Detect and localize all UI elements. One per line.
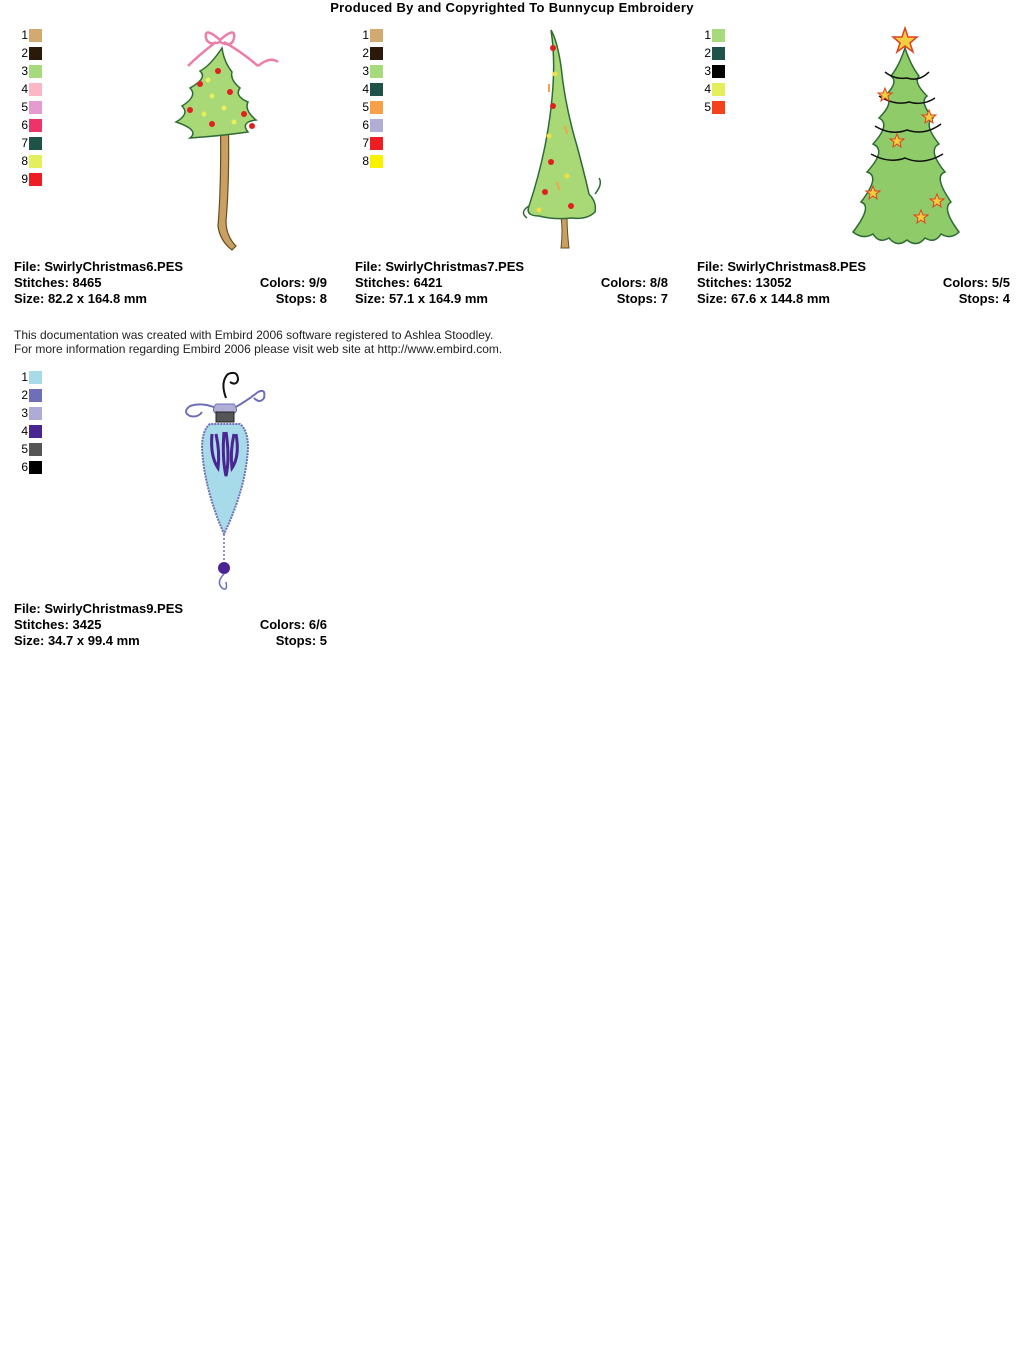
color-swatch-row — [14, 44, 42, 62]
color-swatch — [29, 101, 42, 114]
stitch-count: Stitches: 8465 — [14, 275, 102, 290]
swatch-number: 1 — [21, 370, 28, 384]
swatch-number: 5 — [21, 100, 28, 114]
color-swatch-list — [14, 368, 42, 476]
color-swatch-row — [14, 404, 42, 422]
color-swatch-row — [14, 422, 42, 440]
color-swatch-row — [14, 440, 42, 458]
color-swatch-row — [697, 44, 725, 62]
swatch-number: 3 — [362, 64, 369, 78]
color-swatch — [29, 65, 42, 78]
color-swatch — [712, 47, 725, 60]
swatch-number: 4 — [21, 424, 28, 438]
color-count: Colors: 6/6 — [259, 617, 327, 632]
color-swatch — [29, 83, 42, 96]
color-swatch-row — [14, 152, 42, 170]
swatch-number: 2 — [21, 46, 28, 60]
tree-embroidery-image — [849, 26, 965, 254]
color-swatch-row — [697, 62, 725, 80]
color-swatch-row — [697, 80, 725, 98]
design-card — [14, 368, 328, 658]
color-swatch-row — [14, 62, 42, 80]
color-swatch — [370, 47, 383, 60]
swatch-number: 7 — [21, 136, 28, 150]
swatch-number: 6 — [21, 118, 28, 132]
color-count: Colors: 5/5 — [942, 275, 1010, 290]
stop-count: Stops: 4 — [958, 291, 1010, 306]
design-info — [14, 259, 327, 307]
color-swatch-row — [697, 26, 725, 44]
color-swatch — [712, 29, 725, 42]
color-count: Colors: 8/8 — [600, 275, 668, 290]
color-swatch — [370, 101, 383, 114]
stitch-count: Stitches: 3425 — [14, 617, 102, 632]
file-name: File: SwirlyChristmas7.PES — [355, 259, 525, 274]
color-swatch-row — [355, 62, 383, 80]
color-swatch — [712, 83, 725, 96]
tree-embroidery-image — [160, 26, 300, 258]
color-swatch — [29, 119, 42, 132]
design-info — [355, 259, 668, 307]
color-swatch — [370, 137, 383, 150]
design-size: Size: 67.6 x 144.8 mm — [697, 291, 830, 306]
color-swatch-row — [14, 80, 42, 98]
design-info — [14, 601, 327, 649]
software-note — [14, 328, 502, 356]
swatch-number: 1 — [362, 28, 369, 42]
color-swatch-row — [355, 80, 383, 98]
color-swatch-row — [14, 458, 42, 476]
color-swatch — [29, 443, 42, 456]
color-swatch — [29, 47, 42, 60]
swatch-number: 2 — [362, 46, 369, 60]
color-swatch-row — [355, 116, 383, 134]
color-swatch-row — [355, 26, 383, 44]
swatch-number: 8 — [21, 154, 28, 168]
color-swatch-row — [355, 152, 383, 170]
stop-count: Stops: 7 — [616, 291, 668, 306]
color-swatch-row — [14, 386, 42, 404]
color-swatch-row — [14, 170, 42, 188]
swatch-number: 2 — [21, 388, 28, 402]
file-name: File: SwirlyChristmas6.PES — [14, 259, 184, 274]
color-swatch-row — [14, 368, 42, 386]
color-swatch — [29, 155, 42, 168]
color-swatch — [370, 29, 383, 42]
color-swatch — [370, 83, 383, 96]
color-swatch — [29, 137, 42, 150]
color-swatch-row — [14, 134, 42, 152]
stop-count: Stops: 5 — [275, 633, 327, 648]
note-line-1: This documentation was created with Embird 2006 software registered to Ashlea Stoodley. — [14, 328, 494, 342]
color-swatch-row — [14, 116, 42, 134]
swatch-number: 4 — [704, 82, 711, 96]
stitch-count: Stitches: 6421 — [355, 275, 443, 290]
color-swatch — [370, 155, 383, 168]
design-size: Size: 57.1 x 164.9 mm — [355, 291, 488, 306]
color-swatch — [29, 407, 42, 420]
color-count: Colors: 9/9 — [259, 275, 327, 290]
color-swatch — [29, 173, 42, 186]
design-info — [697, 259, 1010, 307]
swatch-number: 6 — [21, 460, 28, 474]
color-swatch-list — [355, 26, 383, 170]
swatch-number: 4 — [21, 82, 28, 96]
swatch-number: 5 — [362, 100, 369, 114]
swatch-number: 5 — [704, 100, 711, 114]
color-swatch-row — [14, 98, 42, 116]
tree-embroidery-image — [515, 26, 615, 258]
swatch-number: 4 — [362, 82, 369, 96]
color-swatch — [370, 65, 383, 78]
ornament-embroidery-image — [180, 368, 270, 596]
color-swatch — [29, 425, 42, 438]
design-card — [355, 26, 669, 316]
color-swatch — [370, 119, 383, 132]
design-size: Size: 82.2 x 164.8 mm — [14, 291, 147, 306]
swatch-number: 2 — [704, 46, 711, 60]
color-swatch — [29, 29, 42, 42]
color-swatch — [712, 65, 725, 78]
color-swatch-row — [697, 98, 725, 116]
color-swatch-row — [14, 26, 42, 44]
color-swatch — [29, 371, 42, 384]
color-swatch-list — [697, 26, 725, 116]
design-size: Size: 34.7 x 99.4 mm — [14, 633, 140, 648]
stitch-count: Stitches: 13052 — [697, 275, 792, 290]
color-swatch — [29, 389, 42, 402]
file-name: File: SwirlyChristmas9.PES — [14, 601, 184, 616]
swatch-number: 3 — [704, 64, 711, 78]
swatch-number: 1 — [21, 28, 28, 42]
page-header: Produced By and Copyrighted To Bunnycup Embroidery — [330, 0, 694, 15]
swatch-number: 1 — [704, 28, 711, 42]
design-card — [697, 26, 1011, 316]
color-swatch-row — [355, 44, 383, 62]
color-swatch-list — [14, 26, 42, 188]
stop-count: Stops: 8 — [275, 291, 327, 306]
color-swatch-row — [355, 98, 383, 116]
swatch-number: 3 — [21, 406, 28, 420]
swatch-number: 3 — [21, 64, 28, 78]
color-swatch — [29, 461, 42, 474]
swatch-number: 9 — [21, 172, 28, 186]
swatch-number: 6 — [362, 118, 369, 132]
color-swatch-row — [355, 134, 383, 152]
swatch-number: 7 — [362, 136, 369, 150]
file-name: File: SwirlyChristmas8.PES — [697, 259, 867, 274]
swatch-number: 5 — [21, 442, 28, 456]
color-swatch — [712, 101, 725, 114]
design-card — [14, 26, 328, 316]
note-line-2: For more information regarding Embird 2006 please visit web site at http://www.embird.com. — [14, 342, 503, 356]
swatch-number: 8 — [362, 154, 369, 168]
